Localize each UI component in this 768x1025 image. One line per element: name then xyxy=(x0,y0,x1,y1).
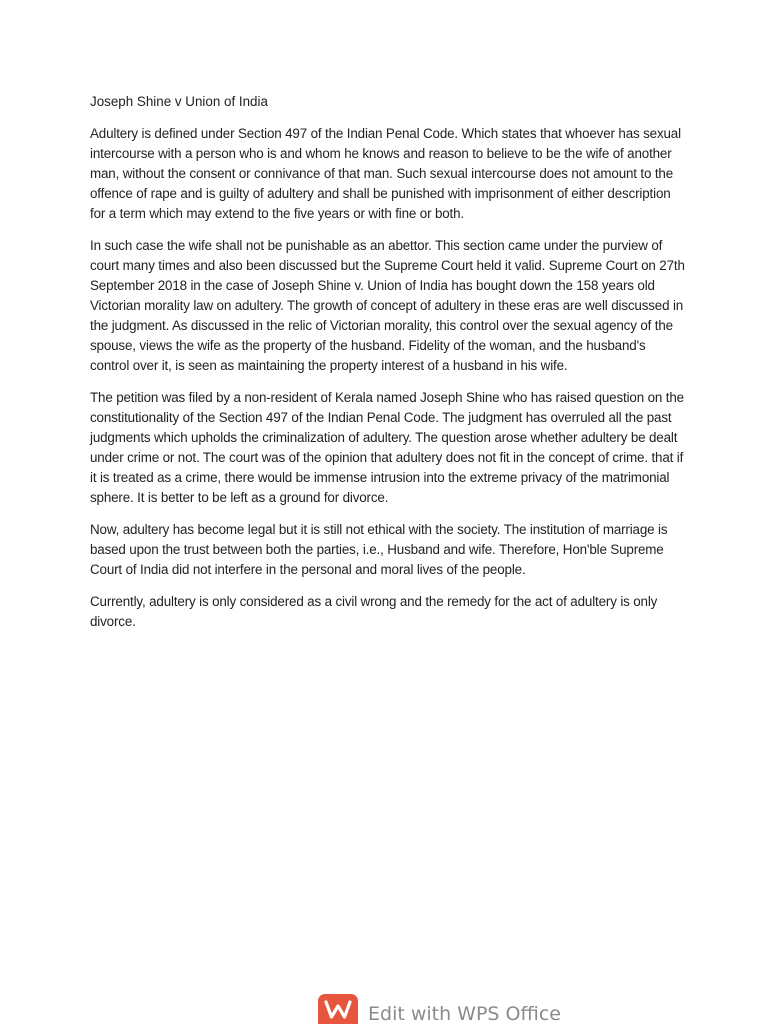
paragraph-ethics: Now, adultery has become legal but it is still not ethical with the society. The institution of marriage is based upon the trust between both the parties, i.e., Husband and wife. Therefore, Hon'ble Supreme Court of India did not interfere in the personal and moral lives of the people. xyxy=(90,522,668,577)
wps-edit-banner[interactable] xyxy=(318,994,561,1024)
paragraph-definition: Adultery is defined under Section 497 of the Indian Penal Code. Which states that whoever has sexual intercourse with a person who is and whom he knows and reason to believe to be the wife of another man, without the consent or connivance of that man. Such sexual intercourse does not amount to the offence of rape and is guilty of adultery and shall be punished with imprisonment of either description for a term which may extend to the five years or with fine or both. xyxy=(90,126,681,221)
document-title: Joseph Shine v Union of India xyxy=(90,94,268,109)
paragraph-petition: The petition was filed by a non-resident of Kerala named Joseph Shine who has raised question on the constitutionality of the Section 497 of the Indian Penal Code. The judgment has overruled all the past judgments which upholds the criminalization of adultery. The question arose whether adultery be dealt under crime or not. The court was of the opinion that adultery does not fit in the concept of crime. that if it is treated as a crime, there would be immense intrusion into the extreme privacy of the matrimonial sphere. It is better to be left as a ground for divorce. xyxy=(90,390,684,505)
paragraph-supreme-court: In such case the wife shall not be punishable as an abettor. This section came under the purview of court many times and also been discussed but the Supreme Court held it valid. Supreme Court on 27th September 2018 in the case of Joseph Shine v. Union of India has bought down the 158 years old Victorian morality law on adultery. The growth of concept of adultery in these eras are well discussed in the judgment. As discussed in the relic of Victorian morality, this control over the sexual agency of the spouse, views the wife as the property of the husband. Fidelity of the woman, and the husband's control over it, is seen as maintaining the property interest of a husband in his wife. xyxy=(90,238,685,373)
wps-office-logo-icon xyxy=(318,994,358,1024)
paragraph-conclusion: Currently, adultery is only considered as a civil wrong and the remedy for the act of adultery is only divorce. xyxy=(90,594,658,629)
edit-with-wps-label[interactable]: Edit with WPS Office xyxy=(368,1003,561,1025)
document-body xyxy=(90,92,685,644)
